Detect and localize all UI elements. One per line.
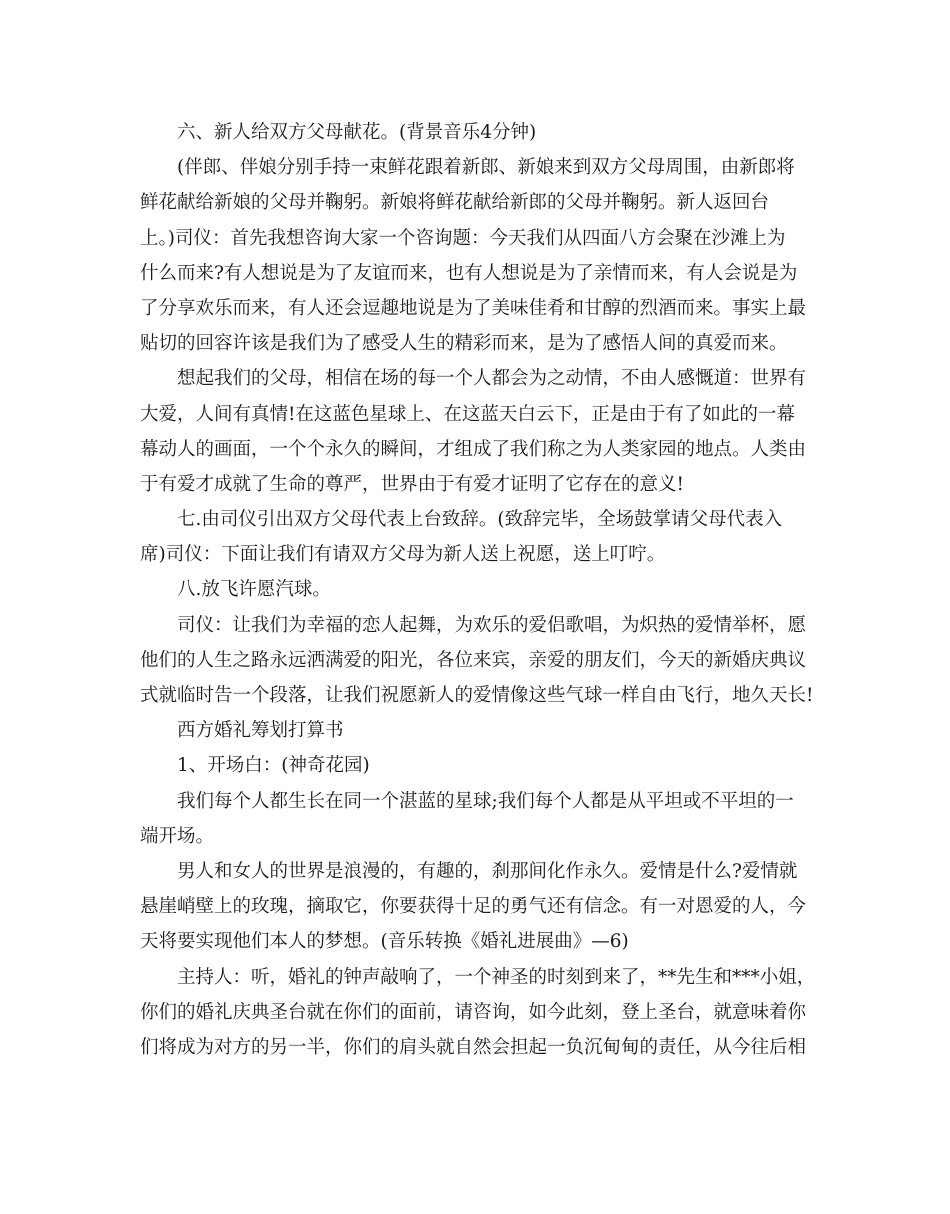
paragraph-line: 主持人：听，婚礼的钟声敲响了，一个神圣的时刻到来了，**先生和***小姐， (177, 966, 816, 988)
paragraph-line: 司仪：让我们为幸福的恋人起舞，为欢乐的爱侣歌唱，为炽热的爱情举杯，愿 (177, 614, 807, 636)
paragraph-line: 想起我们的父母，相信在场的每一个人都会为之动情，不由人感慨道：世界有 (177, 368, 807, 390)
section-heading: 西方婚礼筹划打算书 (177, 720, 344, 742)
paragraph-line: 我们每个人都生长在同一个湛蓝的星球;我们每个人都是从平坦或不平坦的一 (177, 790, 794, 812)
paragraph-line: 大爱，人间有真情!在这蓝色星球上、在这蓝天白云下，正是由于有了如此的一幕 (140, 403, 795, 425)
paragraph-line: 你们的婚礼庆典圣台就在你们的面前，请咨询，如今此刻，登上圣台，就意味着你 (140, 1001, 807, 1023)
paragraph-line: 端开场。 (140, 825, 215, 847)
paragraph-line: 于有爱才成就了生命的尊严，世界由于有爱才证明了它存在的意义! (140, 473, 684, 495)
paragraph-line: 席)司仪：下面让我们有请双方父母为新人送上祝愿，送上叮咛。 (140, 544, 666, 566)
paragraph-line: (伴郎、伴娘分别手持一束鲜花跟着新郎、新娘来到双方父母周围，由新郎将 (177, 157, 795, 179)
paragraph-line: 什么而来?有人想说是为了友谊而来，也有人想说是为了亲情而来，有人会说是为 (140, 262, 798, 284)
paragraph-line: 他们的人生之路永远洒满爱的阳光，各位来宾，亲爱的朋友们，今天的新婚庆典议 (140, 649, 807, 671)
paragraph-line: 贴切的回容许该是我们为了感受人生的精彩而来，是为了感悟人间的真爱而来。 (140, 333, 788, 355)
paragraph-line: 1、开场白：(神奇花园) (177, 755, 370, 777)
paragraph-line: 七.由司仪引出双方父母代表上台致辞。(致辞完毕，全场鼓掌请父母代表入 (177, 509, 783, 531)
paragraph-line: 八.放飞许愿汽球。 (177, 579, 331, 601)
paragraph-line: 了分享欢乐而来，有人还会逗趣地说是为了美味佳肴和甘醇的烈酒而来。事实上最 (140, 297, 807, 319)
paragraph-line: 式就临时告一个段落，让我们祝愿新人的爱情像这些气球一样自由飞行，地久天长! (140, 685, 814, 706)
paragraph-line: 上。)司仪：首先我想咨询大家一个咨询题：今天我们从四面八方会聚在沙滩上为 (140, 227, 786, 249)
paragraph-line: 悬崖峭壁上的玫瑰，摘取它，你要获得十足的勇气还有信念。有一对恩爱的人，今 (140, 896, 807, 918)
document-body (140, 115, 820, 1065)
paragraph-line: 六、新人给双方父母献花。(背景音乐4分钟) (177, 122, 537, 143)
paragraph-line: 男人和女人的世界是浪漫的，有趣的，刹那间化作永久。爱情是什么?爱情就 (177, 860, 798, 882)
paragraph-line: 鲜花献给新娘的父母并鞠躬。新娘将鲜花献给新郎的父母并鞠躬。新人返回台 (140, 192, 770, 214)
paragraph-line: 幕动人的画面，一个个永久的瞬间，才组成了我们称之为人类家园的地点。人类由 (140, 438, 807, 460)
paragraph-line: 们将成为对方的另一半，你们的肩头就自然会担起一负沉甸甸的责任，从今往后相 (140, 1036, 807, 1058)
paragraph-line: 天将要实现他们本人的梦想。(音乐转换《婚礼进展曲》—6) (140, 931, 629, 953)
